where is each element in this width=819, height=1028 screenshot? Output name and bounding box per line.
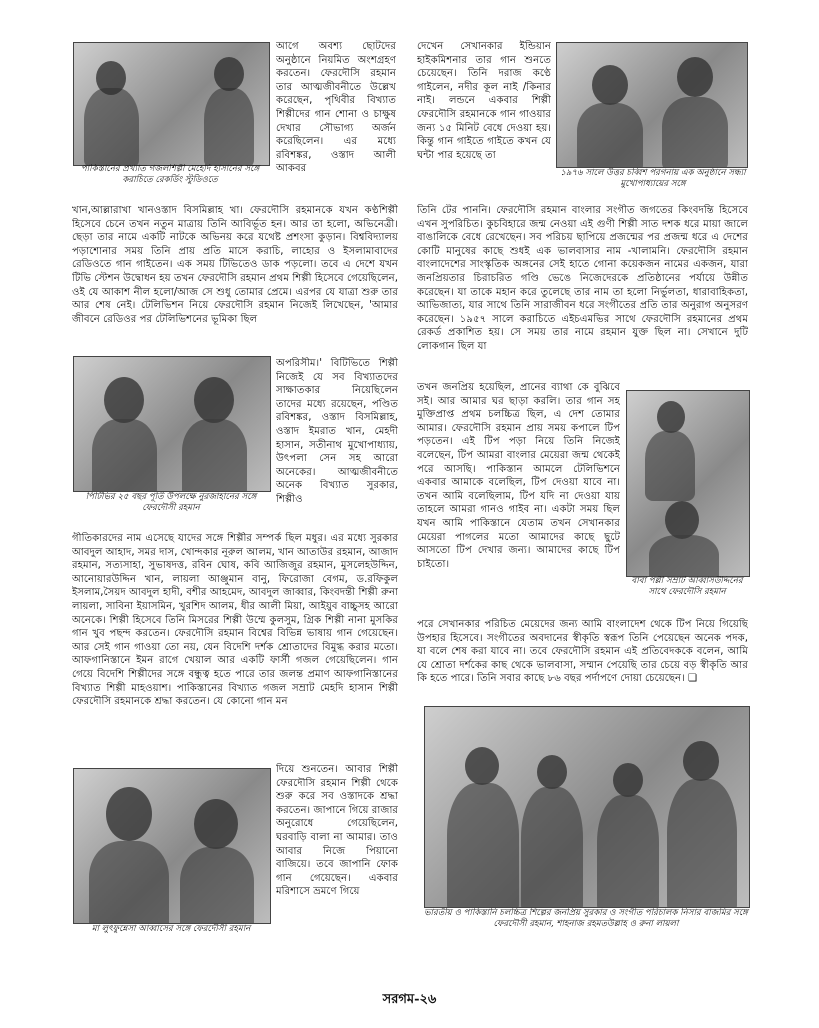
photo-ptv-noorjehan <box>73 356 271 492</box>
text-col-b-top: দেখেন সেখানকার ইন্ডিয়ান হাইকমিশনার তার গান শুনতে চেয়েছেন। তিনি দরাজ কণ্ঠে গাইলেন, নদীর কূল নাই /কিনার নাই। লন্ডনে একবার শিল্পী ফেরদৌসি রহমানকে গান গাওয়ার জন্য ১৫ মিনিট বেধে দেওয়া হয়। কিন্তু গান গাইতে গাইতে কখন যে ঘন্টা পার হয়েছে তা <box>417 41 551 161</box>
caption-photo3: পিটিভির ২৫ বছর পূর্তি উপলক্ষে নুরজাহানের সঙ্গে ফেরদৌসী রহমান <box>85 492 257 513</box>
page-footer: সরগম-২৬ <box>382 992 437 1007</box>
text-col-a-bottom: দিয়ে শুনতেন। আবার শিল্পী ফেরদৌসি রহমান শিল্পী থেকে শুরু করে সব ওস্তাদকে শ্রদ্ধা করতেন। জাপানে গিয়ে রাজার অনুরোধে গেয়েছিলেন, ঘরবাড়ি বালা না আমার। তাও আবার নিজে পিয়ানো বাজিয়ে। তবে জাপানি ফোক গান গেয়েছেন। একবার মরিশাসে ভ্রমণে গিয়ে <box>276 764 398 898</box>
caption-photo5: মা লুৎফুন্নেসা আব্বাসের সঙ্গে ফেরদৌসী রহমান <box>91 924 251 934</box>
caption-photo1: পাকিস্তানের প্রখ্যাত গজলশিল্পী মেহেদি হাসানের সঙ্গে করাচিতে রেকর্ডিং স্টুডিওতে <box>80 164 260 185</box>
text-col-a-wide: খান,আল্লারাখা খানওস্তাদ বিসমিল্লাহ খা। ফেরদৌসি রহমানকে যখন কণ্ঠশিল্পী হিসেবে চেনে তখন নতুন মাত্রায় তিনি আবির্ভূত হন। আর তা হলো, অভিনেত্রী। ছেড়া তার নামে একটি নাটকে অভিনয় করে যথেষ্ট প্রশংসা কুড়ান। বিশ্ববিদ্যালয় পড়াশোনার সময় তিনি প্রায় প্রতি মাসে করাচি, লাহোর ও ইসলামাবাদের রেডিওতে গান গাইতেন। এক সময় টিভিতেও ডাক পড়লো। তবে এ দেশে যখন টিভি স্টেশন উদ্বোধন হয় তখন ফেরদৌসি রহমান প্রথম শিল্পী হিসেবে গেয়েছিলেন, ওই যে আকাশ নীল হলো/আজ সে শুধু তোমার প্রেমে। এরপর যে যাত্রা শুরু তার আর শেষ নেই। টেলিভিশন নিয়ে ফেরদৌসি রহমান নিজেই লিখেছেন, 'আমার জীবনে রেডিওর পর টেলিভিশনের ভূমিকা ছিল <box>72 205 398 325</box>
text-col-b-wide2: পরে সেখানকার পরিচিত মেয়েদের জন্য আমি বাংলাদেশ থেকে টিপ নিয়ে গিয়েছি উপহার হিসেবে। সংগীতের অবদানের স্বীকৃতি স্বরূপ তিনি পেয়েছেন অনেক পদক, যা বলে শেষ করা যাবে না। তবে ফেরদৌসি রহমান এই প্রতিবেদককে বলেন, আমি যে শ্রোতা দর্শকের কাছ থেকে ভালবাসা, সম্মান পেয়েছি তার চেয়ে বড় স্বীকৃতি আর কি হতে পারে। তিনি সবার কাছে ৮৬ বছর পর্দাপণে দোয়া চেয়েছেন। ❏ <box>417 619 748 685</box>
text-col-a-wide2: গীতিকারদের নাম এসেছে যাদের সঙ্গে শিল্পীর সম্পর্ক ছিল মধুর। এর মধ্যে সুরকার আবদুল আহাদ, সমর দাস, খোন্দকার নূরুল আলম, খান আতাউর রহমান, আজাদ রহমান, সত্যসাহা, সুভাষদত্ত, রবিন ঘোষ, কবি আজিজুর রহমান, মুসলেহউদ্দিন, আনোয়ারউদ্দিন খান, লায়লা আঞ্জুমান বানু, ফিরোজা বেগম, ড.রফিকুল ইসলাম,সৈয়দ আবদুল হাদী, বশীর আহমেদ, আবদুল জাব্বার, কিংবদন্তী শিল্পী রুনা লায়লা, সাবিনা ইয়াসমিন, খুরশিদ আলম, ধীর আলী মিয়া, আইয়ুব বাচ্চুসহ আরো অনেকে। শিল্পী হিসেবে তিনি মিসরের শিল্পী উম্মে কুলসুম, গ্রিক শিল্পী নানা মুসকির গান খুব পছন্দ করতেন। ফেরদৌসি রহমান বিশ্বের বিভিন্ন ভাষায় গান গেয়েছেন। আর সেই গান গাওয়া তো নয়, যেন বিদেশি দর্শক শ্রোতাদের বিমুগ্ধ করার মতো। আফগানিস্তানে ইমন রাগে খেয়াল আর একটি ফার্সী গজল গেয়েছিলেন। গান গেয়ে বিদেশি শিল্পীদের সঙ্গে বন্ধুত্ব হতে পারে তার জলন্ত প্রমাণ আফগানিস্তানের বিখ্যাত শিল্পী মাহওয়াশ। পাকিস্তানের বিখ্যাত গজল সম্রাট মেহদি হাসান শিল্পী ফেরদৌসি রহমানকে শ্রদ্ধা করতেন। যে কোনো গান মন <box>72 533 398 708</box>
photo-mother <box>73 768 271 924</box>
photo-group <box>424 706 750 908</box>
text-col-a-top: আগে অবশ্য ছোটদের অনুষ্ঠানে নিয়মিত অংশগ্রহণ করতেন। ফেরদৌসি রহমান তার আত্মজীবনীতে উল্লেখ করেছেন, পৃথিবীর বিখ্যাত শিল্পীদের গান শোনা ও চাক্ষুষ দেখার সৌভাগ্য অর্জন করেছিলেন। এর মধ্যে রবিশঙ্কর, ওস্তাদ আলী আকবর <box>276 41 396 175</box>
caption-photo4: বাবা পল্লী সম্রাট আব্বাসউদ্দিনের সাথে ফেরদৌসি রহমান <box>631 576 743 597</box>
caption-photo2: ১৯৭৬ সালে উত্তর চব্বিশ পরগনায় এক অনুষ্ঠানে সন্ধ্যা মুখোপাধ্যায়ের সঙ্গে <box>560 168 746 189</box>
caption-photo6: ভারতীয় ও পাকিস্তানি চলচ্চিত্র শিল্পের জনপ্রিয় সুরকার ও সংগীত পরিচালক নিসার বাজমির সঙ্গে ফেরদৌসী রহমান, শাহনাজ রহমতউল্লাহ ও রুনা লায়লা <box>424 908 748 929</box>
text-col-a-mid: অপরিসীম।' বিটিভিতে শিল্পী নিজেই যে সব বিখ্যাতদের সাক্ষাতকার নিয়েছিলেন তাদের মধ্যে রয়েছেন, পণ্ডিত রবিশঙ্কর, ওস্তাদ বিসমিল্লাহ, ওস্তাদ ইমরাত খান, মেহদী হাসান, সতীনাথ মুখোপাধ্যায়, উৎপলা সেন সহ আরো অনেকের। আত্মজীবনীতে অনেক বিখ্যাত সুরকার, শিল্পীও <box>276 358 398 505</box>
text-col-b-wide: তিনি টের পাননি। ফেরদৌসি রহমান বাংলার সংগীত জগতের কিংবদন্তি হিসেবে এখন সুপরিচিত। কুচবিহারে জন্ম নেওয়া এই গুণী শিল্পী সাত দশক ধরে মায়া জালে বাঙালিকে বেধে রেখেছেন। সব পরিচয় ছাপিয়ে প্রজন্মের পর প্রজন্ম ধরে এ দেশের কোটি মানুষের কাছে শুধই এক ভালবাসার নাম -খালামনি। ফেরদৌসি রহমান বাংলাদেশের সাংস্কৃতিক অঙ্গনের সেই হাতে গোনা কয়েকজন নামের একজন, যারা জনপ্রিয়তার চিরাচরিত গণ্ডি ভেঙে নিজেদেরকে প্রতিষ্ঠানের পর্যায়ে উন্নীত করেছেন। যা তাকে মহান করে তুলেছে তার নাম তা হলো নির্ভুলতা, ধারাবাহিকতা, আভিজাত্য, যার সাথে তিনি সারাজীবন ধরে সংগীতের প্রতি তার অনুরাগ অনুসরণ করেছেন। ১৯৫৭ সালে করাচিতে এইচএমভির সাথে ফেরদৌসি রহমানের প্রথম রেকর্ড প্রকাশিত হয়। সে সময় তার নামে রহমান যুক্ত ছিল না। সেখানে দুটি লোকগান ছিল যা <box>417 205 748 352</box>
photo-sandhya <box>556 42 748 168</box>
photo-recording-studio <box>73 42 270 166</box>
photo-father <box>626 390 750 577</box>
text-col-b-mid: তখন জনপ্রিয় হয়েছিল, প্রানের ব্যাথা কে বুঝিবে সই। আর আমার ঘর ছাড়া করলি। তার গান সহ মুক্তিপ্রাপ্ত প্রথম চলচ্চিত্র ছিল, এ দেশ তোমার আমার। ফেরদৌসি রহমান প্রায় সময় কপালে টিপ পড়তেন। এই টিপ পড়া নিয়ে তিনি নিজেই বলেছেন, টিপ আমরা বাংলার মেয়েরা জন্ম থেকেই পরে আসছি। পাকিস্তান আমলে টেলিভিশনে একবার আমাকে বলেছিল, টিপ দেওয়া যাবে না। তখন আমি বলেছিলাম, টিপ যদি না দেওয়া যায় তাহলে আমরা গানও গাইব না। একটা সময় ছিল যখন আমি পাকিস্তানে যেতাম তখন সেখানকার মেয়েরা পাগলের মতো আমাদের কাছে ছুটে আসতো টিপ দেখার জন্য। আমাদের কাছে টিপ চাইতো। <box>417 382 620 570</box>
